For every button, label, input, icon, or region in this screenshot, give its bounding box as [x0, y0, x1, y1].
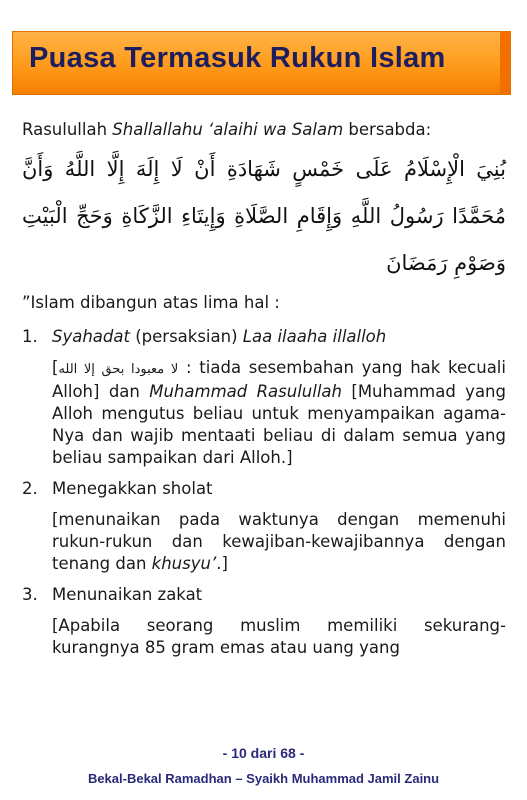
- list-item: [22, 477, 506, 575]
- book-credit: Bekal-Bekal Ramadhan – Syaikh Muhammad Jamil Zainu: [87, 771, 440, 786]
- item-heading: Menegakkan sholat: [52, 479, 213, 498]
- desc-text: : tiada sesembahan yang hak kecuali Alloh] dan: [52, 358, 506, 401]
- item-number: 3.: [22, 585, 38, 604]
- intro-post: bersabda:: [343, 120, 432, 139]
- title-banner-edge: [500, 32, 510, 94]
- desc-text: [menunaikan pada waktunya dengan memenuhi rukun-rukun dan kewajiban-kewajibannya dengan tenang dan: [52, 510, 506, 573]
- intro-honorific: Shallallahu ‘alaihi wa Salam: [112, 120, 344, 139]
- translation-intro: ”Islam dibangun atas lima hal :: [22, 293, 280, 312]
- item-description: [Apabila seorang muslim memiliki sekurang-kurangnya 85 gram emas atau uang yang: [52, 616, 506, 657]
- intro-pre: Rasulullah: [22, 120, 113, 139]
- document-body: [22, 118, 506, 667]
- desc-text: .]: [216, 554, 228, 573]
- item-heading: [52, 325, 506, 349]
- title-banner: [13, 32, 510, 94]
- item-description: [52, 357, 506, 469]
- list-item: [22, 583, 506, 659]
- page-title: Puasa Termasuk Rukun Islam: [29, 42, 446, 74]
- item-heading: Menunaikan zakat: [52, 585, 203, 604]
- page-number: - 10 dari 68 -: [222, 745, 305, 761]
- list-item: [22, 325, 506, 469]
- heading-plain: (persaksian): [129, 327, 243, 346]
- desc-italic: khusyu’: [151, 554, 217, 573]
- item-number: 1.: [22, 327, 38, 346]
- heading-italic: Laa ilaaha illalloh: [242, 327, 387, 346]
- bracket-open: [: [52, 358, 59, 377]
- desc-text: [Muhammad yang Alloh mengutus beliau untuk menyampaikan agama-Nya dan wajib mentaati beliau di dalam semua yang beliau sampaikan dari Alloh.]: [52, 382, 506, 467]
- arabic-inline: لا معبودا بحق إلا الله: [58, 362, 179, 377]
- intro-line: [22, 118, 506, 142]
- hadith-arabic: بُنِيَ الْإِسْلَامُ عَلَى خَمْسٍ شَهَادَةِ أَنْ لَا إِلَهَ إِلَّا اللَّهُ وَأَنَّ مُحَمَّدًا رَسُولُ اللَّهِ وَإِقَامِ الصَّلَاةِ وَإِيتَاءِ الزَّكَاةِ وَحَجِّ الْبَيْتِ وَصَوْمِ رَمَضَانَ: [22, 157, 506, 275]
- desc-italic: Muhammad Rasulullah: [149, 382, 343, 401]
- item-description: [52, 509, 506, 575]
- item-number: 2.: [22, 479, 38, 498]
- heading-italic: Syahadat: [52, 327, 130, 346]
- pillars-list: [22, 325, 506, 659]
